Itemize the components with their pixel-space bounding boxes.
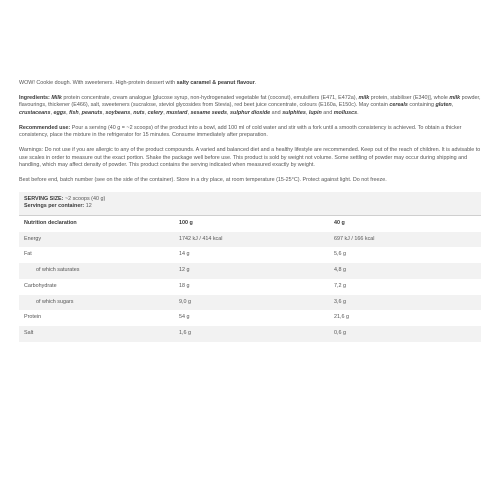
value-per-40g: 0,6 g [334,329,346,336]
ingredients-text-segment: and [270,110,283,117]
ingredients-text-segment: powder, flavourings, thickener (E466), salt, sweeteners (sucralose, steviol glycosides from Stevia), red beet juice concentrate, colours (E160a, E150c). May contain [19,94,481,109]
recommended-use-label: Recommended use: [19,124,71,131]
table-row [19,247,481,263]
ingredients-text-segment: , [187,110,191,117]
nutrient-name: Carbohydrate [24,282,57,289]
allergen-text: cereals [389,102,408,109]
nutrient-name: of which saturates [36,267,80,274]
nutrition-table [19,192,481,342]
allergen-text: eggs [53,110,67,117]
servings-value: 12 [84,203,92,210]
servings-per-container [24,203,476,211]
nutrient-name: Energy [24,235,42,242]
allergen-text: mustard [166,110,188,117]
ingredients-text-segment: , [144,110,148,117]
table-row [19,279,481,295]
allergen-text: Milk [51,94,62,101]
nutrient-name: Fat [24,251,32,258]
ingredients-text-segment: , [102,110,106,117]
ingredients-text-segment: , [78,110,82,117]
allergen-text: sesame seeds [190,110,228,117]
value-per-40g: 5,6 g [334,251,346,258]
value-per-100g: 54 g [179,314,190,321]
ingredients-text-segment: , [50,110,54,117]
table-row [19,295,481,311]
value-per-100g: 12 g [179,267,190,274]
value-per-40g: 3,6 g [334,298,346,305]
recommended-use-text [19,125,481,140]
allergen-text: sulphites [282,110,306,117]
table-row [19,263,481,279]
value-per-100g: 14 g [179,251,190,258]
intro-text [19,80,481,88]
allergen-text: nuts [133,110,145,117]
allergen-text: crustaceans [19,110,51,117]
allergen-text: celery [147,110,164,117]
ingredients-text-segment: , [451,102,454,109]
table-row [19,310,481,326]
allergen-text: lupin [308,110,322,117]
serving-size-label: SERVING SIZE: [24,195,64,202]
ingredients-text-segment: , [66,110,70,117]
table-row [19,326,481,342]
nutrient-name: Salt [24,329,34,336]
nutrient-name: Protein [24,314,42,321]
intro-part2: . [254,80,257,86]
serving-info [19,192,481,216]
product-description [19,80,481,342]
ingredients-text-segment: protein concentrate, cream analogue [glucose syrup, non-hydrogenated vegetable fat (coconut), emulsifiers (E471, E472a), [61,94,359,101]
value-per-40g: 697 kJ / 166 kcal [334,235,375,242]
ingredients-text-segment: containing [407,102,436,109]
recommended-use-body: Pour a serving (40 g = ~2 scoops) of the product into a bowl, add 100 ml of cold water and stir with a fork until a smooth consistency is achieved. To obtain a thicker consistency, place the mixture in the refrigerator for 15 minutes. Consume immediately after preparation. [19,124,462,139]
ingredients-text-segment: . [357,110,359,117]
ingredients-text-segment: and [321,110,334,117]
header-per-40g: 40 g [334,220,345,227]
allergen-text: molluscs [333,110,358,117]
allergen-text: sulphur dioxide [230,110,271,117]
ingredients-text-segment: , [163,110,167,117]
allergen-text: soybeans [105,110,131,117]
ingredients-text-segment: , [305,110,309,117]
ingredients-text-segment: protein, stabiliser (E340)], whole [369,94,450,101]
intro-flavour: salty caramel & peanut flavour [176,80,255,86]
allergen-text: fish [69,110,79,117]
allergen-text: milk [449,94,461,101]
value-per-100g: 1,6 g [179,329,191,336]
value-per-100g: 1742 kJ / 414 kcal [179,235,223,242]
header-nutrient: Nutrition declaration [24,220,77,227]
warnings-text: Warnings: Do not use if you are allergic to any of the product compounds. A varied and balanced diet and a healthy lifestyle are recommended. Keep out of the reach of children. It is advisable to use scales in order to measure out the exact portion. Shake the package well before use. This product is sold by weight not volume. Some settling of powder may occur during shipping and handling, which may affect density of powder. This product contains the serving indicated when measured exactly by weight. [19,147,481,169]
serving-size [24,196,476,204]
value-per-40g: 4,8 g [334,267,346,274]
ingredients-text [19,95,481,118]
table-header-row [19,216,481,232]
allergen-text: milk [358,94,370,101]
ingredients-label: Ingredients: [19,94,50,101]
allergen-text: gluten [435,102,452,109]
value-per-40g: 7,2 g [334,282,346,289]
nutrition-rows [19,232,481,342]
intro-part1: WOW! Cookie dough. With sweeteners. High-protein dessert with [19,80,177,86]
value-per-100g: 9,0 g [179,298,191,305]
value-per-40g: 21,6 g [334,314,349,321]
value-per-100g: 18 g [179,282,190,289]
storage-text: Best before end, batch number (see on the side of the container). Store in a dry place, at room temperature (15-25°C). Protect against light. Do not freeze. [19,177,387,184]
nutrient-name: of which sugars [36,298,74,305]
serving-size-value: ~2 scoops (40 g) [63,195,106,202]
ingredients-text-segment: , [227,110,231,117]
allergen-text: peanuts [81,110,103,117]
servings-label: Servings per container: [24,203,85,210]
header-per-100g: 100 g [179,220,193,227]
ingredients-text-segment: , [130,110,134,117]
table-row [19,232,481,248]
